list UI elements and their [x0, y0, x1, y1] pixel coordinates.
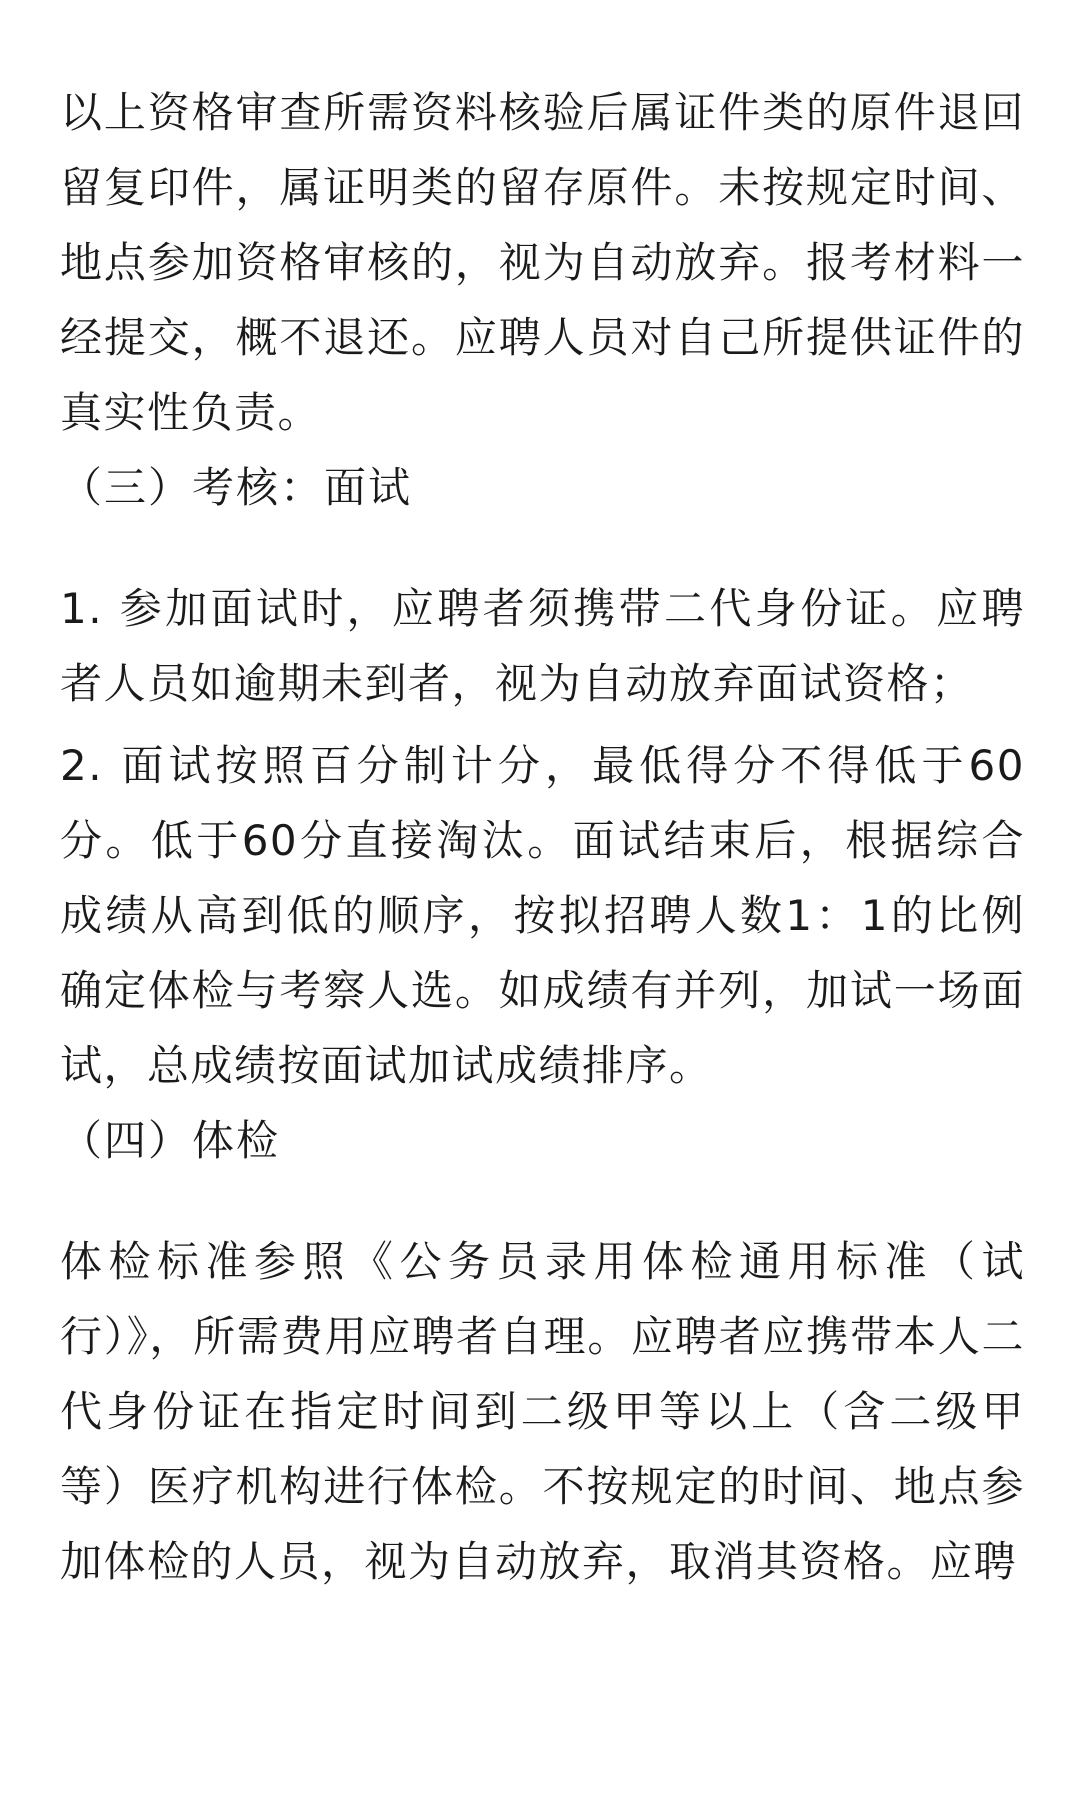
- paragraph-interview-id: 1. 参加面试时，应聘者须携带二代身份证。应聘者人员如逾期未到者，视为自动放弃面试资格；: [60, 584, 1025, 708]
- paragraph-interview-scoring: 2. 面试按照百分制计分，最低得分不得低于60分。低于60分直接淘汰。面试结束后，根据综合成绩从高到低的顺序，按拟招聘人数1：1的比例确定体检与考察人选。如成绩有并列，加试一场面试，总成绩按面试加试成绩排序。: [60, 741, 1025, 1090]
- paragraph-qualification-review: 以上资格审查所需资料核验后属证件类的原件退回留复印件，属证明类的留存原件。未按规定时间、地点参加资格审核的，视为自动放弃。报考材料一经提交，概不退还。应聘人员对自己所提供证件的真实性负责。: [60, 88, 1025, 437]
- article-body: [60, 75, 1025, 1599]
- section-heading-physical-exam: （四）体检: [60, 1116, 281, 1165]
- paragraph-physical-exam: 体检标准参照《公务员录用体检通用标准（试行）》，所需费用应聘者自理。应聘者应携带本人二代身份证在指定时间到二级甲等以上（含二级甲等）医疗机构进行体检。不按规定的时间、地点参加体检的人员，视为自动放弃，取消其资格。应聘: [60, 1237, 1025, 1586]
- section-heading-interview: （三）考核：面试: [60, 463, 413, 512]
